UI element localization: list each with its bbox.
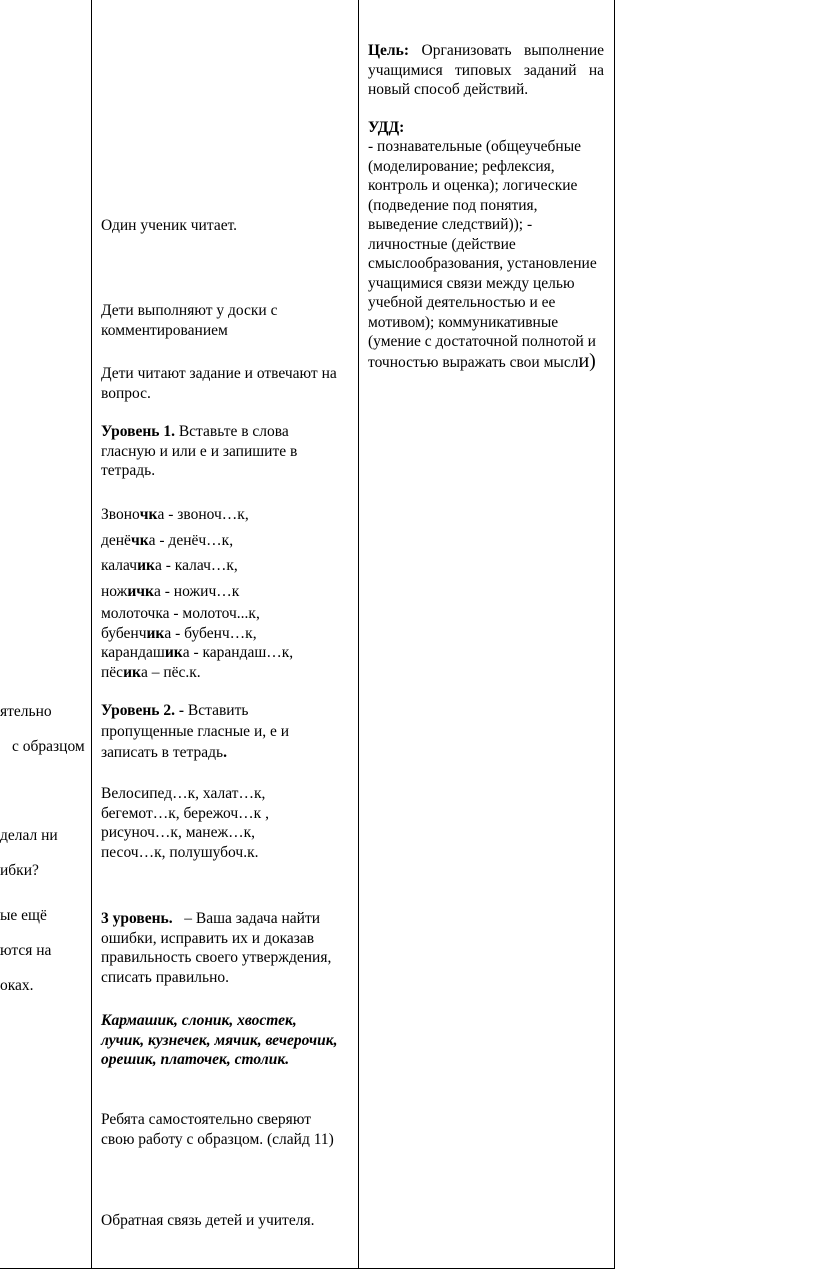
level2-text: Вставить пропущенные гласные и, е и записать в тетрадь (101, 702, 290, 761)
right-column-cell (368, 0, 606, 1268)
word-item: бубенчика - бубенч…к, (101, 624, 257, 642)
udd-tail: мысл (543, 353, 579, 371)
left-text-1 (0, 686, 90, 772)
table-border-left (91, 0, 92, 1269)
word-item: Звоночка - звоноч…к, (101, 506, 249, 523)
word-item: ножичка - ножич…к (101, 582, 240, 600)
level2-instruction (101, 700, 321, 763)
feedback-text: Обратная связь детей и учителя. (101, 1212, 315, 1229)
table-border-middle (358, 0, 359, 1269)
udd-text (368, 137, 604, 372)
left-line: с образцом (12, 737, 85, 755)
level3-text: – Ваша задача найти ошибки, исправить их и доказав правильность своего утверждения, списать правильно. (101, 910, 332, 986)
left-line: ые ещё (0, 906, 47, 924)
word-item: калачика - калач…к, (101, 557, 238, 575)
level3-instruction (101, 909, 343, 987)
udd-body: - познавательные (общеучебные (моделирование; рефлексия, контроль и оценка); логические (подведение под понятия, выведение следствий)); - личностные (действие смыслообразования, установление учащимися связи между целью учебной деятельностью и ее мотивом); коммуникативные (умение с достаточной полнотой и точностью выражать свои (368, 138, 597, 371)
udd-tail-big: и) (578, 349, 596, 372)
left-text-2 (0, 810, 90, 896)
word-list-2 (101, 604, 293, 682)
level2-label: Уровень 2. - (101, 702, 185, 719)
middle-column-cell (101, 0, 349, 1268)
self-check-text: Ребята самостоятельно сверяют свою работу с образцом. (слайд 11) (101, 1111, 334, 1148)
student-reads-text: Один ученик читает. (101, 217, 238, 234)
word-item: карандашика - карандаш…к, (101, 644, 294, 661)
level2-words: Велосипед…к, халат…к, бегемот…к, бережоч…к , рисуноч…к, манеж…к, песоч…к, полушубоч.к. (101, 785, 269, 861)
goal-text (368, 41, 604, 100)
word-item: денёчка - денёч…к, (101, 531, 234, 549)
left-text-3 (0, 890, 90, 1011)
left-line: ятельно (0, 702, 52, 720)
level2-dot: . (223, 744, 227, 761)
table-border-right (614, 0, 615, 1269)
board-work-text: Дети выполняют у доски с комментированием (101, 302, 278, 339)
goal-label: Цель: (368, 42, 409, 59)
left-line (0, 976, 90, 996)
left-line: ибки? (0, 861, 39, 879)
word-item: молоточка - молоточ...к, (101, 605, 260, 622)
left-line: делал ни (0, 826, 58, 844)
level3-label: 3 уровень. (101, 910, 173, 927)
left-column-cell (0, 0, 90, 1271)
level3-words: Кармашик, слоник, хвостек, лучик, кузнечек, мячик, вечерочик, орешик, платочек, столик. (101, 1012, 338, 1068)
left-line: ются на (0, 941, 52, 959)
word-item: пёсика – пёс.к. (101, 663, 201, 681)
level1-instruction (101, 422, 336, 481)
task-text: Дети читают задание и отвечают на вопрос. (101, 365, 337, 402)
level1-label: Уровень 1. (101, 423, 175, 440)
goal-body: Организовать выполнение учащимися типовых заданий на новый способ действий. (368, 42, 604, 98)
word-list-1 (101, 505, 249, 607)
level1-text: Вставьте в слова гласную и или е и запишите в тетрадь. (101, 423, 298, 479)
left-line-bold: оках. (0, 976, 34, 994)
udd-label: УДД: (368, 119, 405, 136)
table-border-bottom (0, 1268, 615, 1269)
